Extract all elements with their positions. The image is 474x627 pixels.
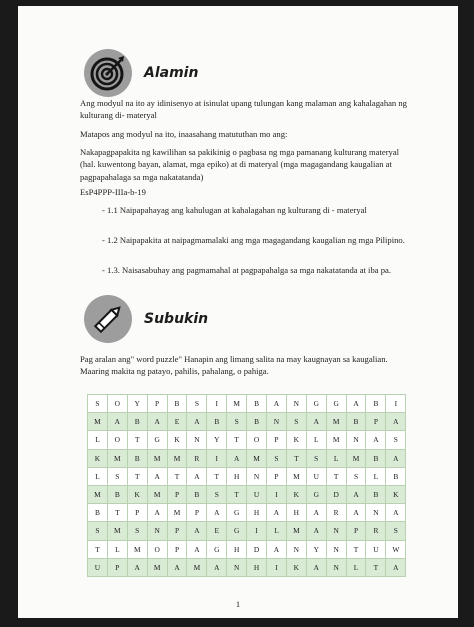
puzzle-cell: M — [147, 558, 167, 576]
puzzle-cell: R — [366, 522, 386, 540]
puzzle-cell: L — [267, 522, 287, 540]
puzzle-cell: Y — [306, 540, 326, 558]
puzzle-cell: A — [167, 558, 187, 576]
page-number: 1 — [235, 599, 241, 609]
puzzle-cell: L — [107, 540, 127, 558]
puzzle-cell: K — [167, 431, 187, 449]
puzzle-cell: M — [107, 449, 127, 467]
puzzle-cell: T — [227, 485, 247, 503]
puzzle-cell: B — [366, 449, 386, 467]
puzzle-cell: T — [127, 467, 147, 485]
puzzle-cell: L — [88, 467, 108, 485]
puzzle-cell: Y — [207, 431, 227, 449]
puzzle-cell: A — [306, 558, 326, 576]
puzzle-cell: S — [267, 449, 287, 467]
puzzle-cell: I — [267, 558, 287, 576]
puzzle-cell: A — [306, 413, 326, 431]
puzzle-cell: M — [127, 540, 147, 558]
puzzle-cell: B — [207, 413, 227, 431]
puzzle-cell: M — [88, 485, 108, 503]
puzzle-cell: I — [207, 395, 227, 413]
puzzle-cell: G — [207, 540, 227, 558]
puzzle-cell: M — [326, 431, 346, 449]
puzzle-cell: P — [167, 540, 187, 558]
puzzle-cell: M — [167, 449, 187, 467]
puzzle-row — [88, 467, 406, 485]
puzzle-cell: T — [167, 467, 187, 485]
puzzle-cell: N — [187, 431, 207, 449]
puzzle-cell: A — [346, 485, 366, 503]
puzzle-cell: M — [227, 395, 247, 413]
puzzle-cell: P — [167, 522, 187, 540]
puzzle-cell: N — [267, 413, 287, 431]
puzzle-cell: G — [227, 522, 247, 540]
puzzle-cell: K — [88, 449, 108, 467]
puzzle-cell: P — [187, 504, 207, 522]
puzzle-cell: P — [366, 413, 386, 431]
puzzle-cell: E — [167, 413, 187, 431]
puzzle-cell: U — [306, 467, 326, 485]
puzzle-cell: A — [187, 522, 207, 540]
puzzle-cell: T — [346, 540, 366, 558]
puzzle-cell: T — [127, 431, 147, 449]
puzzle-row — [88, 449, 406, 467]
puzzle-cell: S — [88, 395, 108, 413]
puzzle-cell: N — [286, 395, 306, 413]
section-title-alamin: Alamin — [144, 65, 199, 81]
puzzle-cell: A — [207, 558, 227, 576]
alamin-header — [84, 49, 198, 97]
puzzle-row — [88, 485, 406, 503]
puzzle-cell: S — [286, 413, 306, 431]
puzzle-cell: L — [346, 558, 366, 576]
puzzle-row — [88, 413, 406, 431]
puzzle-cell: K — [386, 485, 406, 503]
puzzle-cell: S — [107, 467, 127, 485]
puzzle-cell: A — [147, 413, 167, 431]
puzzle-cell: M — [326, 413, 346, 431]
puzzle-cell: N — [147, 522, 167, 540]
puzzle-cell: B — [127, 413, 147, 431]
puzzle-cell: S — [88, 522, 108, 540]
puzzle-cell: M — [187, 558, 207, 576]
puzzle-cell: P — [127, 504, 147, 522]
alamin-competency: Nakapagpapakita ng kawilihan sa pakikinig o pagbasa ng mga pamanang kulturang materyal (hal. kuwentong bayan, alamat, mga epiko) at di materyal (mga magagandang kaugalian at pagpapahalaga sa mga nakatatanda) — [80, 147, 400, 182]
puzzle-cell: M — [286, 467, 306, 485]
puzzle-cell: R — [326, 504, 346, 522]
target-icon — [84, 49, 132, 97]
puzzle-cell: A — [187, 413, 207, 431]
puzzle-cell: S — [306, 449, 326, 467]
puzzle-cell: T — [88, 540, 108, 558]
puzzle-cell: P — [167, 485, 187, 503]
puzzle-cell: L — [88, 431, 108, 449]
puzzle-cell: M — [147, 485, 167, 503]
puzzle-cell: R — [187, 449, 207, 467]
puzzle-cell: H — [227, 540, 247, 558]
puzzle-cell: N — [326, 522, 346, 540]
puzzle-cell: A — [267, 395, 287, 413]
puzzle-cell: S — [227, 413, 247, 431]
puzzle-cell: B — [366, 485, 386, 503]
puzzle-cell: M — [107, 522, 127, 540]
puzzle-cell: B — [127, 449, 147, 467]
puzzle-cell: H — [247, 504, 267, 522]
puzzle-cell: S — [207, 485, 227, 503]
puzzle-cell: K — [286, 485, 306, 503]
puzzle-cell: B — [247, 395, 267, 413]
puzzle-cell: B — [366, 395, 386, 413]
objective-3: - 1.3. Naisasabuhay ang pagmamahal at pagpapahalga sa mga nakatatanda at iba pa. — [102, 265, 391, 275]
alamin-expectation: Matapos ang modyul na ito, inaasahang matututhan mo ang: — [80, 129, 288, 139]
puzzle-cell: O — [107, 395, 127, 413]
puzzle-cell: K — [286, 558, 306, 576]
puzzle-cell: N — [346, 431, 366, 449]
puzzle-row — [88, 558, 406, 576]
puzzle-cell: A — [346, 395, 366, 413]
puzzle-cell: L — [366, 467, 386, 485]
puzzle-cell: A — [386, 558, 406, 576]
puzzle-cell: K — [286, 431, 306, 449]
puzzle-cell: I — [386, 395, 406, 413]
puzzle-cell: A — [366, 431, 386, 449]
puzzle-cell: N — [326, 558, 346, 576]
puzzle-cell: G — [306, 395, 326, 413]
puzzle-cell: S — [346, 467, 366, 485]
puzzle-cell: N — [366, 504, 386, 522]
puzzle-cell: A — [227, 449, 247, 467]
puzzle-cell: B — [167, 395, 187, 413]
puzzle-cell: A — [386, 504, 406, 522]
puzzle-cell: P — [107, 558, 127, 576]
puzzle-cell: G — [147, 431, 167, 449]
puzzle-cell: T — [227, 431, 247, 449]
puzzle-cell: M — [167, 504, 187, 522]
puzzle-cell: G — [326, 395, 346, 413]
puzzle-row — [88, 395, 406, 413]
puzzle-cell: S — [386, 431, 406, 449]
puzzle-cell: G — [306, 485, 326, 503]
puzzle-cell: T — [107, 504, 127, 522]
puzzle-cell: A — [386, 449, 406, 467]
puzzle-cell: O — [147, 540, 167, 558]
puzzle-cell: N — [326, 540, 346, 558]
puzzle-cell: T — [286, 449, 306, 467]
puzzle-cell: I — [267, 485, 287, 503]
puzzle-cell: S — [187, 395, 207, 413]
puzzle-cell: B — [107, 485, 127, 503]
puzzle-cell: A — [147, 504, 167, 522]
puzzle-cell: T — [366, 558, 386, 576]
puzzle-cell: A — [306, 504, 326, 522]
puzzle-cell: K — [127, 485, 147, 503]
objective-1: - 1.1 Naipapahayag ang kahulugan at kahalagahan ng kulturang di - materyal — [102, 205, 367, 215]
puzzle-cell: P — [267, 467, 287, 485]
puzzle-cell: M — [286, 522, 306, 540]
puzzle-cell: A — [346, 504, 366, 522]
puzzle-cell: O — [107, 431, 127, 449]
puzzle-cell: S — [127, 522, 147, 540]
puzzle-cell: Y — [127, 395, 147, 413]
puzzle-cell: T — [207, 467, 227, 485]
document-page — [18, 6, 458, 618]
puzzle-cell: N — [227, 558, 247, 576]
objective-2: - 1.2 Naipapakita at naipagmamalaki ang mga magagandang kaugalian ng mga Pilipino. — [102, 235, 405, 245]
puzzle-cell: A — [267, 504, 287, 522]
puzzle-cell: A — [187, 540, 207, 558]
puzzle-cell: D — [247, 540, 267, 558]
puzzle-cell: P — [346, 522, 366, 540]
puzzle-cell: A — [267, 540, 287, 558]
puzzle-cell: A — [207, 504, 227, 522]
subukin-header — [84, 295, 208, 343]
puzzle-cell: A — [107, 413, 127, 431]
puzzle-cell: A — [147, 467, 167, 485]
puzzle-cell: G — [227, 504, 247, 522]
puzzle-cell: P — [267, 431, 287, 449]
puzzle-cell: M — [88, 413, 108, 431]
puzzle-row — [88, 504, 406, 522]
alamin-intro: Ang modyul na ito ay idinisenyo at isinulat upang tulungan kang malaman ang kahalagahan ng kulturang di- materyal — [80, 98, 407, 121]
puzzle-cell: M — [147, 449, 167, 467]
puzzle-cell: I — [247, 522, 267, 540]
puzzle-cell: N — [286, 540, 306, 558]
puzzle-cell: U — [366, 540, 386, 558]
puzzle-cell: W — [386, 540, 406, 558]
puzzle-cell: E — [207, 522, 227, 540]
puzzle-cell: H — [247, 558, 267, 576]
puzzle-cell: A — [127, 558, 147, 576]
puzzle-cell: I — [207, 449, 227, 467]
puzzle-cell: H — [227, 467, 247, 485]
puzzle-cell: A — [187, 467, 207, 485]
puzzle-cell: M — [346, 449, 366, 467]
puzzle-cell: B — [386, 467, 406, 485]
puzzle-cell: U — [247, 485, 267, 503]
puzzle-cell: B — [88, 504, 108, 522]
section-title-subukin: Subukin — [144, 311, 209, 327]
puzzle-cell: O — [247, 431, 267, 449]
puzzle-row — [88, 540, 406, 558]
puzzle-cell: L — [326, 449, 346, 467]
competency-code: EsP4PPP-IIIa-b-19 — [80, 187, 146, 197]
puzzle-row — [88, 522, 406, 540]
puzzle-cell: S — [386, 522, 406, 540]
word-puzzle-grid — [87, 394, 406, 577]
puzzle-cell: M — [247, 449, 267, 467]
puzzle-cell: L — [306, 431, 326, 449]
puzzle-cell: B — [247, 413, 267, 431]
puzzle-cell: D — [326, 485, 346, 503]
puzzle-cell: P — [147, 395, 167, 413]
puzzle-cell: H — [286, 504, 306, 522]
puzzle-row — [88, 431, 406, 449]
puzzle-cell: T — [326, 467, 346, 485]
puzzle-instruction: Pag aralan ang" word puzzle" Hanapin ang limang salita na may kaugnayan sa kaugalian. Maaring makita ng patayo, pahilis, pahalang, o pahiga. — [80, 354, 388, 377]
puzzle-cell: A — [386, 413, 406, 431]
puzzle-cell: B — [187, 485, 207, 503]
pencil-icon — [84, 295, 132, 343]
puzzle-cell: A — [306, 522, 326, 540]
puzzle-cell: N — [247, 467, 267, 485]
puzzle-cell: B — [346, 413, 366, 431]
puzzle-cell: U — [88, 558, 108, 576]
